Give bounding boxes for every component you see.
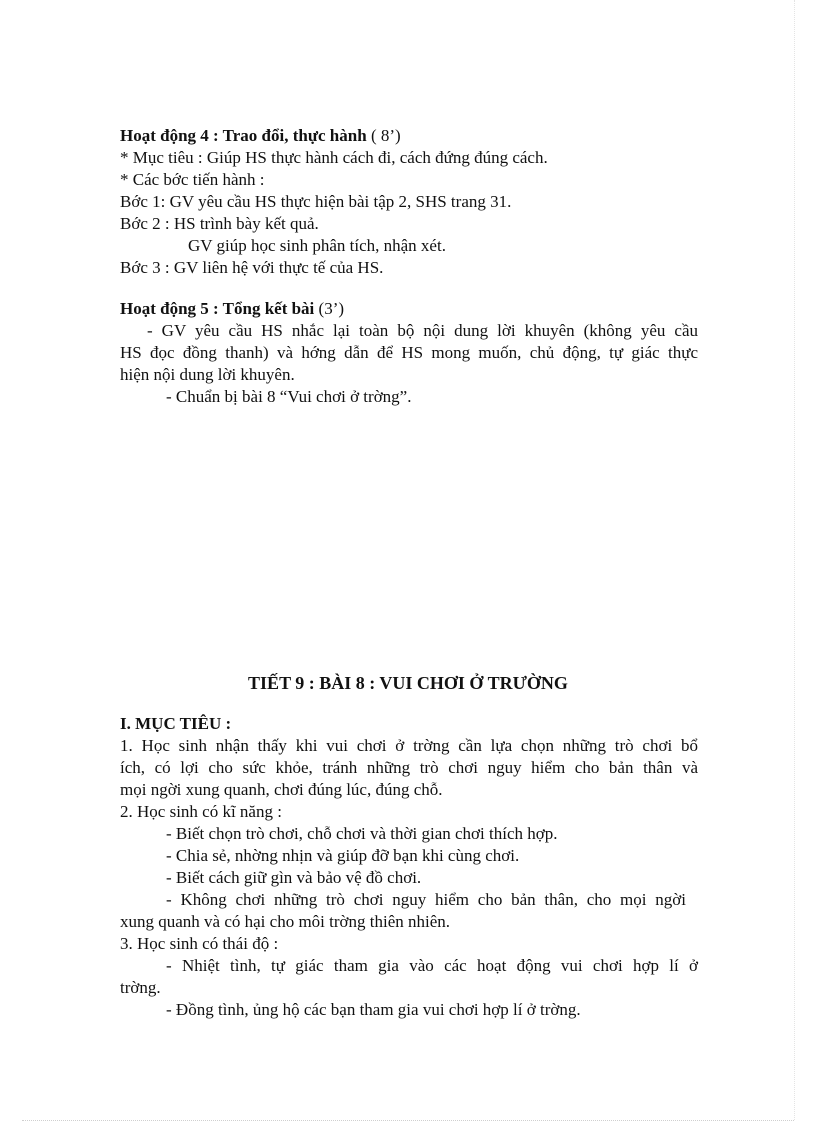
activity-4-step-1: Bớc 1: GV yêu cầu HS thực hiện bài tập 2, SHS trang 31. — [120, 192, 512, 211]
activity-5-paragraph-line-2: HS đọc đồng thanh) và hớng dẫn để HS mong muốn, chủ động, tự giác thực — [120, 343, 698, 362]
objective-3-item-a-line-1: - Nhiệt tình, tự giác tham gia vào các hoạt động vui chơi hợp lí ở — [166, 956, 698, 975]
objective-1-line-3: mọi ngời xung quanh, chơi đúng lúc, đúng chỗ. — [120, 780, 443, 799]
objective-3-item-a-line-2: trờng. — [120, 978, 161, 997]
objective-2-item-d-line-2: xung quanh và có hại cho môi trờng thiên nhiên. — [120, 912, 451, 931]
objectives-heading: I. MỤC TIÊU : — [120, 714, 232, 733]
activity-4-step-2-detail: GV giúp học sinh phân tích, nhận xét. — [188, 236, 446, 255]
objective-1-line-2: ích, có lợi cho sức khỏe, tránh những trò chơi nguy hiểm cho bản thân và — [120, 758, 698, 777]
activity-4-time: ( 8’) — [366, 126, 401, 145]
page-right-rule — [794, 0, 795, 1120]
activity-4-steps-header: * Các bớc tiến hành : — [120, 170, 265, 189]
activity-4-heading — [120, 125, 698, 147]
activity-5-time: (3’) — [314, 299, 345, 318]
activity-4-step-3: Bớc 3 : GV liên hệ với thực tế của HS. — [120, 258, 384, 277]
activity-4-step-2: Bớc 2 : HS trình bày kết quả. — [120, 214, 319, 233]
objective-3-item-b: - Đồng tình, ủng hộ các bạn tham gia vui chơi hợp lí ở trờng. — [166, 1000, 581, 1019]
page-bottom-rule — [22, 1120, 794, 1121]
objective-3-heading: 3. Học sinh có thái độ : — [120, 934, 279, 953]
objective-2-item-b: - Chia sẻ, nhờng nhịn và giúp đỡ bạn khi cùng chơi. — [166, 846, 520, 865]
activity-5-heading — [120, 298, 698, 320]
objective-1-line-1: 1. Học sinh nhận thấy khi vui chơi ở trờng cần lựa chọn những trò chơi bổ — [120, 736, 698, 755]
objective-2-item-d-line-1: - Không chơi những trò chơi nguy hiểm cho bản thân, cho mọi ngời — [166, 890, 686, 909]
activity-5-paragraph-line-3: hiện nội dung lời khuyên. — [120, 365, 295, 384]
activity-4-title: Hoạt động 4 : Trao đổi, thực hành — [120, 126, 367, 145]
objective-2-item-c: - Biết cách giữ gìn và bảo vệ đồ chơi. — [166, 868, 422, 887]
activity-4-objective: * Mục tiêu : Giúp HS thực hành cách đi, cách đứng đúng cách. — [120, 148, 548, 167]
activity-5-title: Hoạt động 5 : Tổng kết bài — [120, 299, 315, 318]
activity-5-paragraph-line-1: - GV yêu cầu HS nhắc lại toàn bộ nội dung lời khuyên (không yêu cầu — [147, 321, 698, 340]
activity-5-prepare: - Chuẩn bị bài 8 “Vui chơi ở trờng”. — [166, 387, 412, 406]
objective-2-item-a: - Biết chọn trò chơi, chỗ chơi và thời gian chơi thích hợp. — [166, 824, 558, 843]
objective-2-heading: 2. Học sinh có kĩ năng : — [120, 802, 282, 821]
lesson-title: TIẾT 9 : BÀI 8 : VUI CHƠI Ở TRƯỜNG — [248, 673, 568, 693]
